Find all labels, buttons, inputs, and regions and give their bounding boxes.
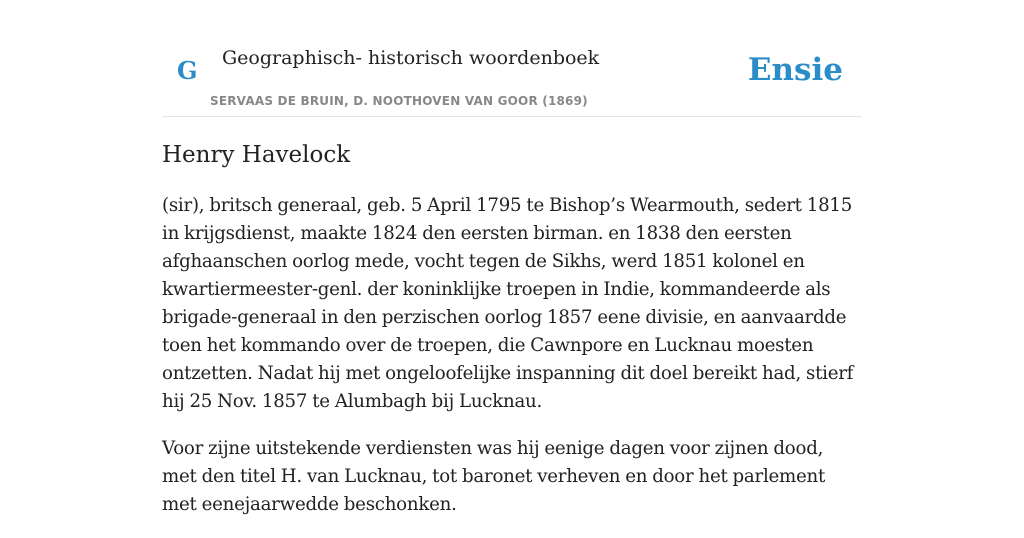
book-logo-icon[interactable]: G <box>177 56 198 85</box>
entry-paragraph: (sir), britsch generaal, geb. 5 April 1795 te Bishop’s Wearmouth, sedert 1815 in krijgsdienst, maakte 1824 den eersten birman. en 1838 den eersten afghaanschen oorlog mede, vocht tegen de Sikhs, werd 1851 kolonel en kwartiermeester-genl. der koninklijke troepen in Indie, kommandeerde als brigade-generaal in den perzischen oorlog 1857 eene divisie, en aanvaardde toen het kommando over de troepen, die Cawnpore en Lucknau moesten ontzetten. Nadat hij met ongeloofelijke inspanning dit doel bereikt had, stierf hij 25 Nov. 1857 te Alumbagh bij Lucknau. <box>162 195 854 412</box>
header <box>162 0 862 117</box>
entry-title: Henry Havelock <box>162 142 351 168</box>
page <box>162 0 862 515</box>
entry-paragraph: Voor zijne uitstekende verdiensten was hij eenige dagen voor zijnen dood, met den titel H. van Lucknau, tot baronet verheven en door het parlement met eenejaarwedde beschonken. <box>162 438 826 515</box>
brand-logo[interactable]: Ensie <box>747 52 843 88</box>
book-authors: SERVAAS DE BRUIN, D. NOOTHOVEN VAN GOOR (1869) <box>210 94 588 108</box>
entry-body <box>162 192 862 538</box>
book-title[interactable]: Geographisch- historisch woordenboek <box>222 47 600 69</box>
